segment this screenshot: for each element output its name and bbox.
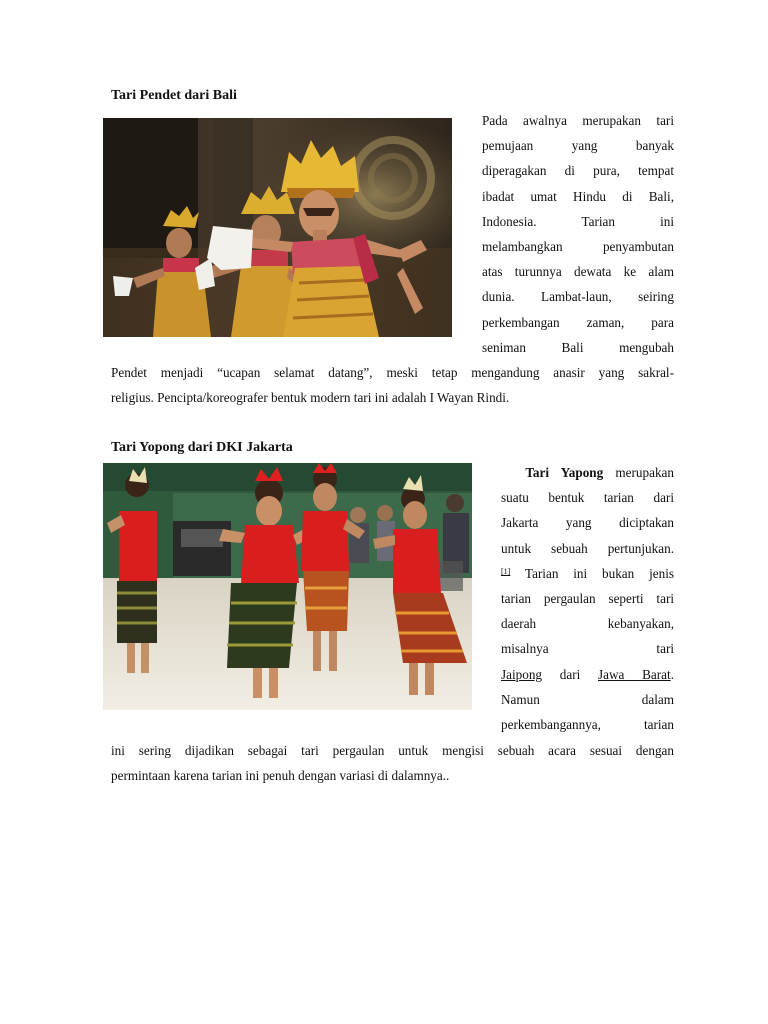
- pendet-side-paragraph: [482, 108, 674, 360]
- pendet-dance-photo: [103, 118, 452, 337]
- pendet-line-7: atas turunnya dewata ke alam: [482, 264, 674, 280]
- yapong-line-5-rest: Tarian ini bukan jenis: [510, 565, 674, 581]
- yapong-full-paragraph: [111, 738, 674, 788]
- pendet-line-2: pemujaan yang banyak: [482, 138, 674, 154]
- yapong-dance-photo: [103, 463, 472, 710]
- section-heading-yapong: Tari Yopong dari DKI Jakarta: [111, 440, 293, 455]
- yapong-title-bold: Tari Yapong: [525, 465, 604, 480]
- jawa-barat-link[interactable]: Jawa Barat: [598, 666, 671, 682]
- yapong-full-line-1: ini sering dijadikan sebagai tari pergaulan untuk mengisi sebuah acara sesuai dengan: [111, 743, 674, 758]
- yapong-line-8: misalnya tari: [501, 641, 674, 657]
- pendet-line-9: perkembangan zaman, para: [482, 314, 674, 330]
- yapong-line-7: daerah kebanyakan,: [501, 616, 674, 632]
- yapong-line-1: [501, 460, 674, 485]
- pendet-full-line-1: Pendet menjadi “ucapan selamat datang”, meski tetap mengandung anasir yang sakral-: [111, 365, 674, 380]
- section-heading-pendet: Tari Pendet dari Bali: [111, 88, 237, 103]
- yapong-line-5: [501, 561, 674, 586]
- pendet-line-6: melambangkan penyambutan: [482, 239, 674, 255]
- citation-link-1[interactable]: [1]: [501, 566, 511, 576]
- pendet-line-1: Pada awalnya merupakan tari: [482, 113, 674, 128]
- pendet-line-5: Indonesia. Tarian ini: [482, 213, 674, 229]
- yapong-line-6: tarian pergaulan seperti tari: [501, 591, 674, 607]
- pendet-line-4: ibadat umat Hindu di Bali,: [482, 188, 674, 204]
- yapong-line-2: suatu bentuk tarian dari: [501, 490, 674, 506]
- yapong-side-paragraph: [501, 460, 674, 737]
- pendet-full-line-2: religius. Pencipta/koreografer bentuk modern tari ini adalah I Wayan Rindi.: [111, 390, 510, 406]
- yapong-line-10: Namun dalam: [501, 691, 674, 707]
- yapong-line-9-end: .: [670, 666, 674, 682]
- pendet-full-paragraph: [111, 360, 674, 410]
- yapong-full-line-2: permintaan karena tarian ini penuh dengan variasi di dalamnya..: [111, 768, 450, 784]
- jaipong-link[interactable]: Jaipong: [501, 666, 543, 682]
- yapong-line-9-mid: dari: [542, 666, 599, 682]
- yapong-line-1-rest: merupakan: [603, 465, 674, 480]
- yapong-line-4: untuk sebuah pertunjukan.: [501, 540, 674, 556]
- yapong-line-3: Jakarta yang diciptakan: [501, 515, 674, 531]
- pendet-line-10: seniman Bali mengubah: [482, 339, 674, 355]
- pendet-line-8: dunia. Lambat-laun, seiring: [482, 289, 674, 305]
- pendet-line-3: diperagakan di pura, tempat: [482, 163, 674, 179]
- yapong-line-9: [501, 662, 674, 687]
- yapong-line-11: perkembangannya, tarian: [501, 717, 674, 733]
